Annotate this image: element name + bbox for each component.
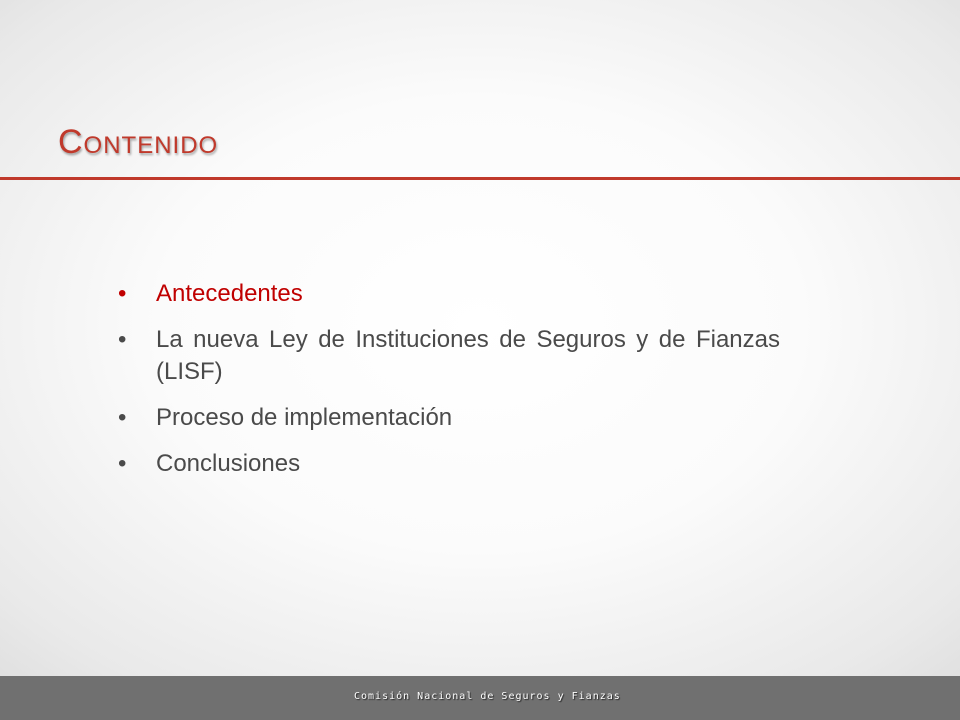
slide-title: Contenido [58,123,219,161]
bullet-dot-icon: • [118,450,127,477]
bullet-item [112,402,780,434]
bullet-item [112,324,780,388]
bullet-dot-icon: • [118,326,127,353]
bullet-dot-icon: • [118,280,127,307]
bullet-text: Antecedentes [156,280,303,307]
footer-bar [0,676,960,720]
footer-text: Comisión Nacional de Seguros y Fianzas [354,691,621,702]
bullet-text: La nueva Ley de Instituciones de Seguros y de Fianzas (LISF) [156,326,780,385]
bullet-dot-icon: • [118,404,127,431]
bullet-text: Conclusiones [156,450,301,477]
bullet-text: Proceso de implementación [156,404,453,431]
bullet-item [112,448,780,480]
bullet-item [112,278,780,310]
bullet-list [112,278,780,494]
title-underline [0,177,960,180]
